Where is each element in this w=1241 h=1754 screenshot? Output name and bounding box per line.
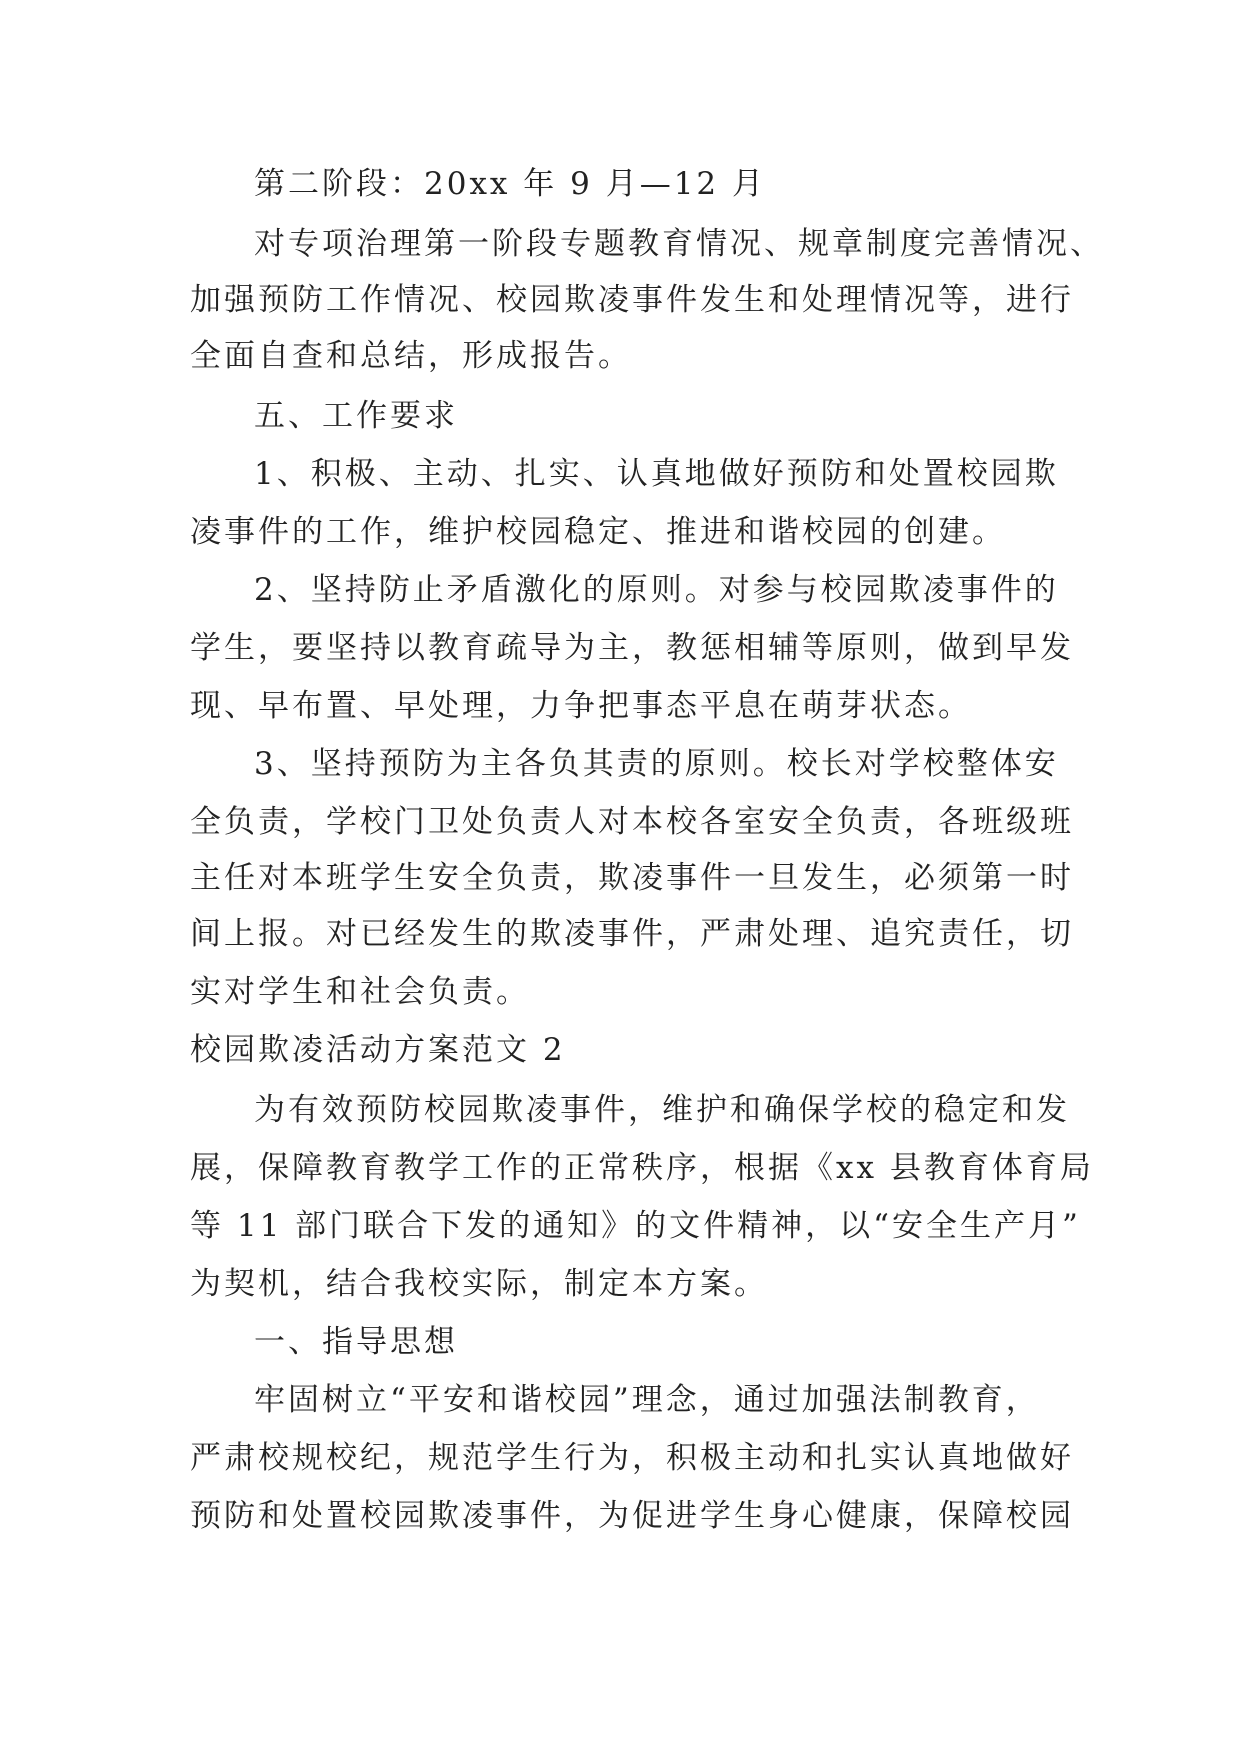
section-heading: 一、指导思想 — [254, 1324, 458, 1360]
text-line: 第二阶段：20xx 年 9 月—12 月 — [254, 166, 766, 202]
text-line: 预防和处置校园欺凌事件，为促进学生身心健康，保障校园 — [190, 1498, 1074, 1534]
text-line: 等 11 部门联合下发的通知》的文件精神，以“安全生产月” — [190, 1208, 1081, 1244]
text-line: 现、早布置、早处理，力争把事态平息在萌芽状态。 — [190, 688, 972, 724]
document-title: 校园欺凌活动方案范文 2 — [190, 1032, 566, 1068]
text-line: 实对学生和社会负责。 — [190, 974, 530, 1010]
text-line: 展，保障教育教学工作的正常秩序，根据《xx 县教育体育局 — [190, 1150, 1094, 1186]
text-line: 2、坚持防止矛盾激化的原则。对参与校园欺凌事件的 — [254, 572, 1059, 608]
text-line: 为契机，结合我校实际，制定本方案。 — [190, 1266, 768, 1302]
text-line: 凌事件的工作，维护校园稳定、推进和谐校园的创建。 — [190, 514, 1006, 550]
text-line: 严肃校规校纪，规范学生行为，积极主动和扎实认真地做好 — [190, 1440, 1074, 1476]
text-line: 加强预防工作情况、校园欺凌事件发生和处理情况等，进行 — [190, 282, 1074, 318]
text-line: 全负责，学校门卫处负责人对本校各室安全负责，各班级班 — [190, 804, 1074, 840]
text-line: 牢固树立“平安和谐校园”理念，通过加强法制教育， — [254, 1382, 1040, 1418]
text-line: 为有效预防校园欺凌事件，维护和确保学校的稳定和发 — [254, 1092, 1070, 1128]
section-heading: 五、工作要求 — [254, 398, 458, 434]
text-line: 全面自查和总结，形成报告。 — [190, 338, 632, 374]
text-line: 3、坚持预防为主各负其责的原则。校长对学校整体安 — [254, 746, 1059, 782]
text-line: 学生，要坚持以教育疏导为主，教惩相辅等原则，做到早发 — [190, 630, 1074, 666]
text-line: 对专项治理第一阶段专题教育情况、规章制度完善情况、 — [254, 226, 1104, 262]
text-line: 1、积极、主动、扎实、认真地做好预防和处置校园欺 — [254, 456, 1059, 492]
text-line: 间上报。对已经发生的欺凌事件，严肃处理、追究责任，切 — [190, 916, 1074, 952]
text-line: 主任对本班学生安全负责，欺凌事件一旦发生，必须第一时 — [190, 860, 1074, 896]
